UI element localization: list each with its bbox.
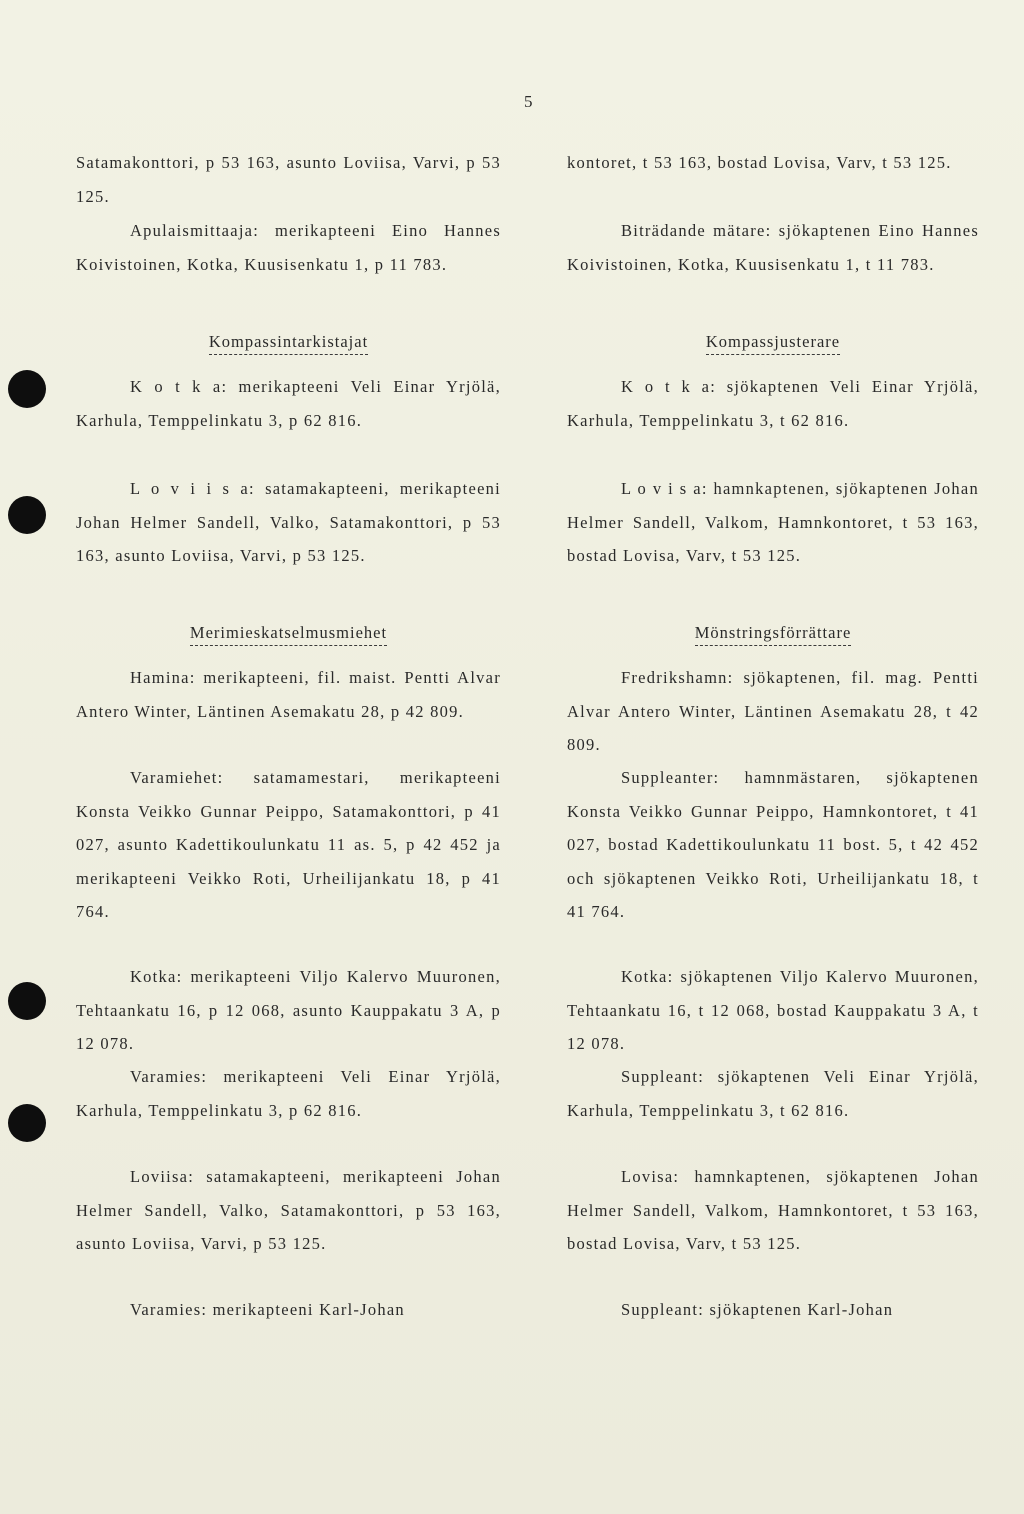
paragraph: Apulaismittaaja: merikapteeni Eino Hannes Koivistoinen, Kotka, Kuusisenkatu 1, p 11 783. (76, 221, 501, 274)
paragraph: Satamakonttori, p 53 163, asunto Loviisa, Varvi, p 53 125. (76, 153, 501, 206)
page-number: 5 (524, 92, 534, 111)
paragraph: Kotka: merikapteeni Viljo Kalervo Muuronen, Tehtaankatu 16, p 12 068, asunto Kauppakatu 3 A, p 12 078. (76, 967, 501, 1053)
paragraph: L o v i s a: hamnkaptenen, sjökaptenen Johan Helmer Sandell, Valkom, Hamnkontoret, t 53 163, bostad Lovisa, Varv, t 53 125. (567, 479, 979, 565)
binder-hole (8, 1104, 46, 1142)
paragraph: kontoret, t 53 163, bostad Lovisa, Varv, t 53 125. (567, 153, 952, 172)
paragraph: Varamies: merikapteeni Karl-Johan (130, 1300, 405, 1319)
paragraph: Suppleant: sjökaptenen Karl-Johan (621, 1300, 894, 1319)
paragraph: Kotka: sjökaptenen Viljo Kalervo Muuronen, Tehtaankatu 16, t 12 068, bostad Kauppakatu 3 A, t 12 078. (567, 967, 979, 1053)
section-heading (567, 332, 979, 355)
paragraph: Varamiehet: satamamestari, merikapteeni Konsta Veikko Gunnar Peippo, Satamakonttori, p 41 027, asunto Kadettikoulunkatu 11 as. 5, p 42 452 ja merikapteeni Veikko Roti, Urheilijankatu 18, p 41 764. (76, 768, 501, 921)
binder-hole (8, 982, 46, 1020)
paragraph: Varamies: merikapteeni Veli Einar Yrjölä, Karhula, Temppelinkatu 3, p 62 816. (76, 1067, 501, 1120)
section-heading (76, 623, 501, 646)
paragraph: Hamina: merikapteeni, fil. maist. Pentti Alvar Antero Winter, Läntinen Asemakatu 28, p 42 809. (76, 668, 501, 721)
binder-hole (8, 496, 46, 534)
section-heading-text: Kompassintarkistajat (209, 332, 368, 355)
section-heading-text: Mönstringsförrättare (695, 623, 852, 646)
binder-hole (8, 370, 46, 408)
paragraph: Lovisa: hamnkaptenen, sjökaptenen Johan Helmer Sandell, Valkom, Hamnkontoret, t 53 163, bostad Lovisa, Varv, t 53 125. (567, 1167, 979, 1253)
paragraph: K o t k a: sjökaptenen Veli Einar Yrjölä, Karhula, Temppelinkatu 3, t 62 816. (567, 377, 979, 430)
paragraph: Suppleant: sjökaptenen Veli Einar Yrjölä, Karhula, Temppelinkatu 3, t 62 816. (567, 1067, 979, 1120)
section-heading-text: Kompassjusterare (706, 332, 840, 355)
paragraph: Fredrikshamn: sjökaptenen, fil. mag. Pentti Alvar Antero Winter, Läntinen Asemakatu 28, t 42 809. (567, 668, 979, 754)
paragraph: Suppleanter: hamnmästaren, sjökaptenen Konsta Veikko Gunnar Peippo, Hamnkontoret, t 41 027, bostad Kadettikoulunkatu 11 bost. 5, t 42 452 och sjökaptenen Veikko Roti, Urheilijankatu 18, t 41 764. (567, 768, 979, 921)
section-heading (76, 332, 501, 355)
section-heading-text: Merimieskatselmusmiehet (190, 623, 387, 646)
section-heading (567, 623, 979, 646)
paragraph: L o v i i s a: satamakapteeni, merikapteeni Johan Helmer Sandell, Valko, Satamakonttori, p 53 163, asunto Loviisa, Varvi, p 53 125. (76, 479, 501, 565)
paragraph: Biträdande mätare: sjökaptenen Eino Hannes Koivistoinen, Kotka, Kuusisenkatu 1, t 11 783. (567, 221, 979, 274)
paragraph: K o t k a: merikapteeni Veli Einar Yrjölä, Karhula, Temppelinkatu 3, p 62 816. (76, 377, 501, 430)
paragraph: Loviisa: satamakapteeni, merikapteeni Johan Helmer Sandell, Valko, Satamakonttori, p 53 163, asunto Loviisa, Varvi, p 53 125. (76, 1167, 501, 1253)
